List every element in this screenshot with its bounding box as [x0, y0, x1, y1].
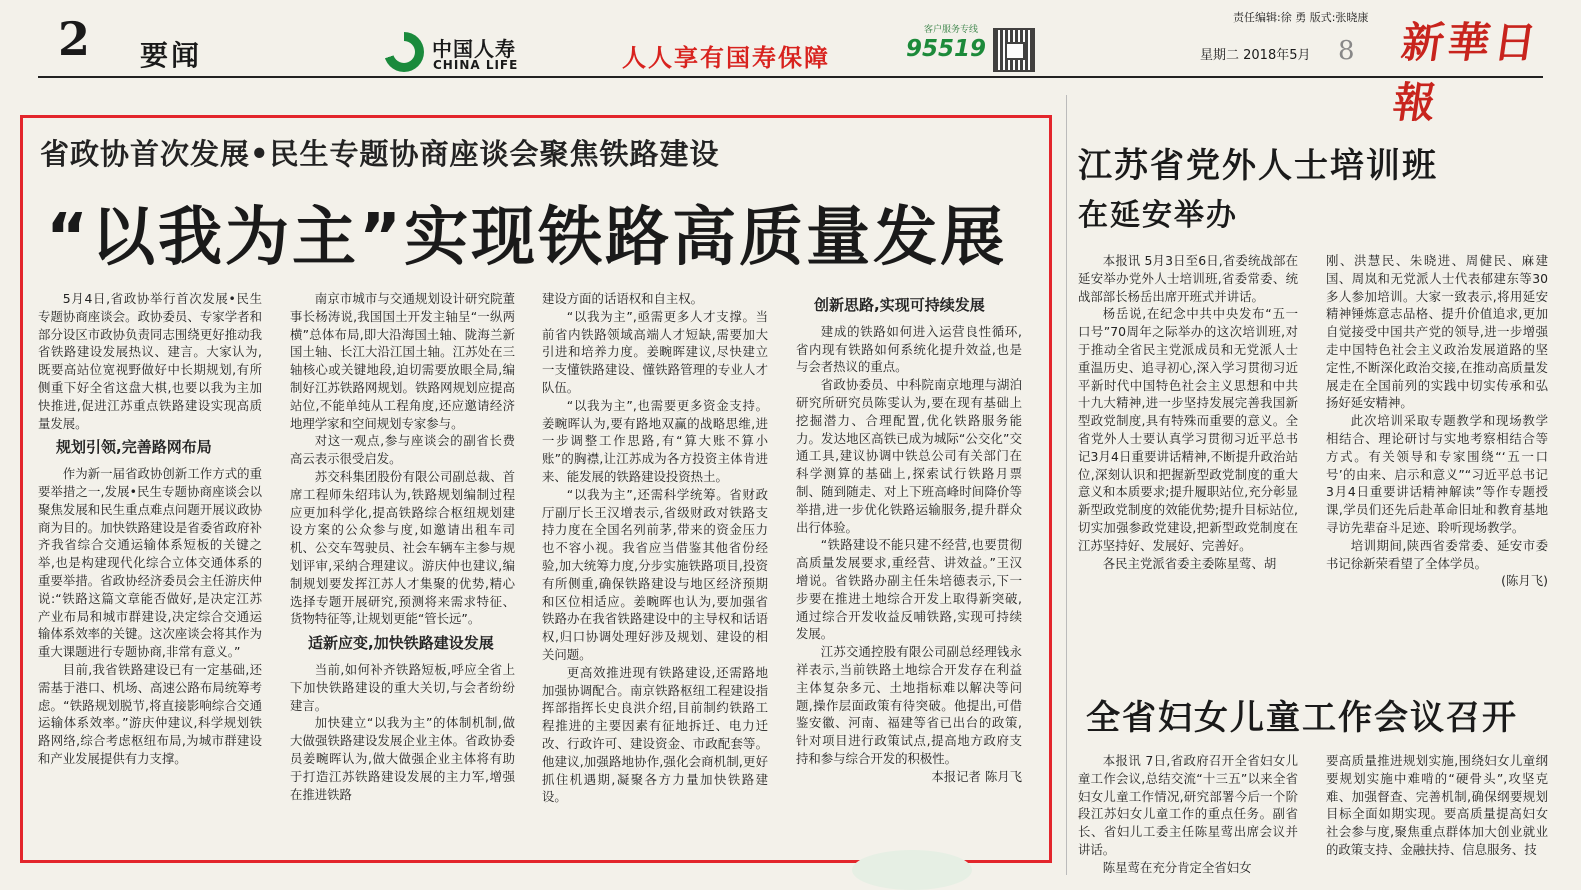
paragraph: “以我为主”,还需科学统筹。省财政厅副厅长王汉增表示,省级财政对铁路支持力度在全国名列前茅,带来的资金压力也不容小视。我省应当借鉴其他省份经验,加大统筹力度,分步实施铁路项目,投资有所侧重,确保铁路建设与地区经济预期和区位相适应。姜畹晖也认为,要加强省铁路办在我省铁路建设中的主导权和话语权,归口协调处理好涉及规划、建设的相关问题。	[542, 486, 768, 662]
paragraph: 对这一观点,参与座谈会的副省长费高云表示很受启发。	[290, 433, 515, 467]
ad-logo-en: CHINA LIFE	[433, 58, 519, 72]
paragraph: 作为新一届省政协创新工作方式的重要举措之一,发展•民生专题协商座谈会以聚焦发展和民生重点难点问题开展议政协商为目的。加快铁路建设是省委省政府补齐我省综合交通运输体系短板的关键之举,也是构建现代化综合立体交通体系的重要举措。省政协经济委员会主任游庆仲说:“铁路这篇文章能否做好,是决定江苏产业布局和城市群建设,决定综合交通运输体系效率的关键。这次座谈会将其作为重大课题进行专题协商,非常有意义。”	[38, 466, 262, 660]
paragraph: 各民主党派省委主委陈星莺、胡	[1102, 555, 1277, 571]
masthead-divider	[38, 76, 1543, 78]
right-article-1-subtitle: 在延安举办	[1078, 198, 1238, 233]
paragraph: 苏交科集团股份有限公司副总裁、首席工程师朱绍玮认为,铁路规划编制过程应更加科学化,提高铁路综合枢纽规划建设方案的公众参与度,如邀请出租车司机、公交车驾驶员、社会车辆车主参与规划评审,采纳合理建议。游庆仲也建议,编制规划要发挥江苏人才集聚的优势,精心选择专题开展研究,预测将来需求特征、货物特征等,让规划更能“管长远”。	[290, 468, 515, 627]
paragraph: 培训期间,陕西省委常委、延安市委书记徐新荣看望了全体学员。	[1326, 537, 1548, 571]
section-label: 要闻	[140, 39, 203, 72]
paragraph: 建成的铁路如何进入运营良性循环,省内现有铁路如何系统化提升效益,也是与会者热议的重点。	[796, 323, 1022, 375]
paragraph: 陈星莺在充分肯定全省妇女	[1102, 859, 1252, 874]
hotline-caption: 客户服务专线	[924, 25, 979, 35]
paragraph: “以我为主”,也需要更多资金支持。姜畹晖认为,要有路地双赢的战略思维,进一步调整工作思路,有“算大账不算小账”的胸襟,让江苏成为各方投资主体肯进来、能发展的铁路建设投资热土。	[542, 397, 768, 484]
main-article-column-4	[796, 290, 1022, 786]
paragraph: 加快建立“以我为主”的体制机制,做大做强铁路建设发展企业主体。省政协委员姜畹晖认为,做大做强企业主体将有助于打造江苏铁路建设发展的主力军,增强在推进铁路	[290, 715, 515, 802]
paragraph: 此次培训采取专题教学和现场教学相结合、理论研讨与实地考察相结合等方式。有关领导和专家围绕“‘五一口号’的由来、启示和意义”“习近平总书记3月4日重要讲话精神解读”等作专题授课,学员们还先后赴革命旧址和教育基地寻访先辈奋斗足迹、聆听现场教学。	[1326, 413, 1548, 535]
ad-slogan: 人人享有国寿保障	[622, 44, 830, 72]
byline: (陈月飞)	[1501, 573, 1548, 589]
paragraph: 刚、洪慧民、朱晓进、周健民、麻建国、周岚和无党派人士代表郁建东等30多人参加培训。大家一致表示,将用延安精神锤炼意志品格、提升价值追求,更加自觉接受中国共产党的领导,进一步增强走中国特色社会主义政治发展道路的坚定性,不断深化政治交接,在推动高质量发展走在全国前列的实践中切实传承和弘扬好延安精神。	[1326, 253, 1548, 411]
qr-code-icon	[995, 30, 1033, 70]
column-divider	[1066, 95, 1067, 875]
issue-day: 8	[1338, 36, 1355, 66]
issue-date: 星期二 2018年5月	[1200, 48, 1311, 63]
paragraph: 杨岳说,在纪念中共中央发布“五一口号”70周年之际举办的这次培训班,对于推动全省民主党派成员和无党派人士重温历史、追寻初心,深入学习贯彻习近平新时代中国特色社会主义思想和中共十九大精神,进一步坚持发展完善我国新型政党制度,具有特殊而重要的意义。全省党外人士要认真学习贯彻习近平总书记3月4日重要讲话精神,不断提升政治站位,深刻认识和把握新型政党制度的重大意义和本质要求;提升履职站位,充分彰显新型政党制度的效能优势;提升目标站位,切实加强参政党建设,把新型政党制度在江苏坚持好、发展好、完善好。	[1078, 306, 1298, 553]
paragraph: 省政协委员、中科院南京地理与湖泊研究所研究员陈雯认为,要在现有基础上挖掘潜力、合理配置,优化铁路服务能力。发达地区高铁已成为城际“公交化”交通工具,建议协调中铁总公司有关部门在科学测算的基础上,探索试行铁路月票制、随到随走、对上下班高峰时间降价等举措,进一步优化铁路运输服务,提升群众出行体验。	[796, 377, 1022, 535]
paragraph: 当前,如何补齐铁路短板,呼应全省上下加快铁路建设的重大关切,与会者纷纷建言。	[290, 661, 515, 713]
paragraph: 目前,我省铁路建设已有一定基础,还需基于港口、机场、高速公路布局统筹考虑。“铁路规划脱节,将直接影响综合交通运输体系效率。”游庆仲建议,科学规划铁路网络,综合考虑枢纽布局,为城市群建设和产业发展提供有力支撑。	[38, 661, 262, 766]
paragraph: 5月4日,省政协举行首次发展•民生专题协商座谈会。政协委员、专家学者和部分设区市政协负责同志围绕更好推动我省铁路建设发展热议、建言。大家认为,既要高站位宽视野做好中长期规划,有所侧重下好全省这盘大棋,也要以我为主加快推进,促进江苏重点铁路建设实现高质量发展。	[38, 291, 262, 431]
paragraph: 江苏交通控股有限公司副总经理钱永祥表示,当前铁路土地综合开发存在利益主体复杂多元、土地指标难以解决等问题,操作层面政策有待突破。他提出,可借鉴安徽、河南、福建等省已出台的政策,针对项目进行政策试点,提高地方政府支持和参与综合开发的积极性。	[796, 644, 1022, 766]
paragraph: 要高质量推进规划实施,围绕妇女儿童纲要规划实施中难啃的“硬骨头”,攻坚克难、加强督查、完善机制,确保纲要规划目标全面如期实现。要高质量提高妇女社会参与度,聚焦重点群体加大创业就业的政策支持、金融扶持、信息服务、技	[1326, 753, 1548, 857]
right-article-1-title: 江苏省党外人士培训班	[1078, 146, 1438, 186]
china-life-logo-icon	[384, 32, 424, 72]
section-heading: 适新应变,加快铁路建设发展	[308, 634, 494, 653]
main-article-column-2	[290, 290, 515, 803]
right-article-1-column-1	[1078, 252, 1298, 572]
paragraph: 建设方面的话语权和自主权。	[542, 291, 704, 306]
paragraph: 更高效推进现有铁路建设,还需路地加强协调配合。南京铁路枢纽工程建设指挥部指挥长史良洪介绍,目前制约铁路工程推进的主要因素有征地拆迁、电力迁改、行政许可、建设资金、市政配套等。他建议,加强路地协作,强化会商机制,更好抓住机遇期,凝聚各方力量加快铁路建设。	[542, 664, 768, 805]
page-number: 2	[58, 12, 91, 66]
paragraph: 南京市城市与交通规划设计研究院董事长杨涛说,我国国土开发主轴呈“一纵两横”总体布局,即大沿海国土轴、陇海兰新国土轴、长江大沿江国土轴。江苏处在三轴核心或关键地段,迫切需要放眼全局,编制好江苏铁路网规划。铁路网规划应提高站位,不能单纯从工程角度,还应邀请经济地理学家和空间规划专家参与。	[290, 291, 515, 431]
right-article-2-column-1	[1078, 752, 1298, 874]
main-article-subhead: 省政协首次发展•民生专题协商座谈会聚焦铁路建设	[40, 137, 720, 171]
byline: 本报记者 陈月飞	[931, 768, 1022, 784]
editor-credit: 责任编辑:徐 勇 版式:张晓康	[1233, 11, 1369, 24]
paragraph: 本报讯 5月3日至6日,省委统战部在延安举办党外人士培训班,省委常委、统战部部长杨岳出席开班式并讲话。	[1078, 253, 1298, 304]
ad-logo-cn: 中国人寿	[432, 37, 516, 61]
right-article-2-title: 全省妇女儿童工作会议召开	[1086, 698, 1518, 738]
main-article-headline: “以我为主”实现铁路高质量发展	[46, 201, 1008, 275]
paragraph: “铁路建设不能只建不经营,也要贯彻高质量发展要求,重经营、讲效益。”王汉增说。省铁路办副主任朱培德表示,下一步要在推进土地综合开发上取得新突破,通过综合开发收益反哺铁路,实现可持续发展。	[796, 537, 1022, 642]
hotline-number: 95519	[906, 36, 987, 62]
section-heading: 规划引领,完善路网布局	[56, 438, 212, 457]
section-heading: 创新思路,实现可持续发展	[814, 296, 985, 314]
main-article-column-1	[38, 290, 262, 768]
right-article-2-column-2	[1326, 752, 1548, 874]
right-article-1-column-2	[1326, 252, 1548, 590]
decorative-graphic	[852, 850, 972, 890]
main-article-column-3	[542, 290, 768, 806]
paragraph: 本报讯 7日,省政府召开全省妇女儿童工作会议,总结交流“十三五”以来全省妇女儿童工作情况,研究部署今后一个阶段江苏妇女儿童工作的重点任务。副省长、省妇儿工委主任陈星莺出席会议并讲话。	[1078, 753, 1298, 857]
newspaper-brand: 新華日報	[1389, 18, 1544, 127]
paragraph: “以我为主”,亟需更多人才支撑。当前省内铁路领域高端人才短缺,需要加大引进和培养力度。姜畹晖建议,尽快建立一支懂铁路建设、懂铁路管理的专业人才队伍。	[542, 308, 768, 395]
